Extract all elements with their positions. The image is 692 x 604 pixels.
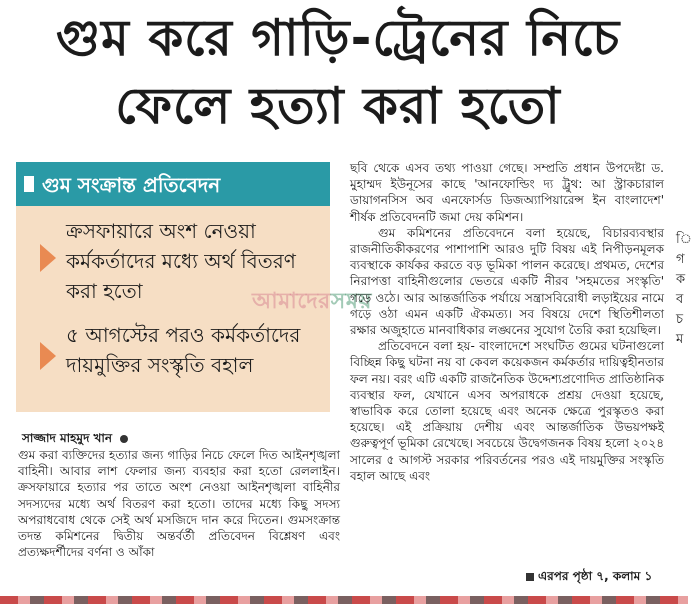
article-paragraph: গুম কমিশনের প্রতিবেদনে বলা হয়েছে, বিচারব্যবস্থার রাজনীতিকীকরণের পাশাপাশি আরও দুটি বিষয় এই নিপীড়নমূলক ব্যবস্থাকে কার্যকর করতে বড় ভূমিকা পালন করেছে। প্রথমত, দেশের নিরাপত্তা বাহিনীগুলোর ভেতরে একটি নীরব 'সহমতের সংস্কৃতি' গড়ে ওঠে। আর আন্তর্জাতিক পর্যায়ে সন্ত্রাসবিরোধী লড়াইয়ের নামে গড়ে ওঠা এমন একটি ঐকমত্য। সব বিষয়ে দেশে স্থিতিশীলতা রক্ষার অজুহাতে মানবাধিকার লঙ্ঘনের সুযোগ তৈরি করা হয়েছিল। (350, 225, 664, 338)
article-left-column (18, 447, 340, 587)
square-bullet-icon (24, 176, 34, 192)
continued-on-page: এরপর পৃষ্ঠা ৭, কলাম ১ (526, 568, 652, 588)
article-paragraph: গুম করা ব্যক্তিদের হত্যার জন্য গাড়ির নিচে ফেলে দিত আইনশৃঙ্খলা বাহিনী। আবার লাশ ফেলার জন্য ব্যবহার করা হতো রেললাইন। ক্রসফায়ারে হত্যার পর তাতে অংশ নেওয়া আইনশৃঙ্খলা বাহিনীর সদস্যদের মধ্যে অর্থ বিতরণ করা হতো। তাদের মধ্যে কিছু সদস্য অপরাধবোধ থেকে সেই অর্থ মসজিদে দান করে দিতেন। গুমসংক্রান্ত তদন্ত কমিশনের দ্বিতীয় অন্তর্বর্তী প্রতিবেদন বিশ্লেষণ এবং প্রত্যক্ষদর্শীদের বর্ণনা ও আঁকা (18, 448, 340, 560)
bottom-image-strip (0, 596, 688, 604)
headline-line-1: গুম করে গাড়ি-ট্রেনের নিচে (55, 9, 621, 67)
article-paragraph: প্রতিবেদনে বলা হয়- বাংলাদেশে সংঘটিত গুমের ঘটনাগুলো বিচ্ছিন্ন কিছু ঘটনা নয় বা কেবল কয়েকজন কর্মকর্তার দায়িত্বহীনতার ফল নয়। বরং এটি একটি রাজনৈতিক উদ্দেশ্যপ্রণোদিত প্রাতিষ্ঠানিক ব্যবস্থার ফল, যেখানে এসব অপরাধকে প্রশ্রয় দেওয়া হয়েছে, স্বাভাবিক করে তোলা হয়েছে এবং অনেক ক্ষেত্রে পুরস্কৃতও করা হয়েছে। এই প্রক্রিয়ায় দেশীয় এবং আন্তর্জাতিক উভয়পক্ষই গুরুত্বপূর্ণ ভূমিকা রেখেছে। সবচেয়ে উদ্বেগজনক বিষয় হলো ২০২৪ সালের ৫ আগস্ট সরকার পরিবর্তনের পরও এই দায়মুক্তির সংস্কৃতি বহাল আছে এবং (350, 339, 664, 483)
article-paragraph: ছবি থেকে এসব তথ্য পাওয়া গেছে। সম্প্রতি প্রধান উপদেষ্টা ড. মুহাম্মদ ইউনূসের কাছে 'আনফোল্ডিং দ্য ট্রুথ: আ স্ট্রাকচারাল ডায়াগনসিস অব এনফোর্সড ডিজঅ্যাপিয়ারেন্স ইন বাংলাদেশ' শীর্ষক প্রতিবেদনটি জমা দেয় কমিশন। (350, 161, 664, 224)
article-right-column (350, 160, 664, 590)
dot-icon (120, 435, 128, 443)
headline-line-2: ফেলে হত্যা করা হতো (115, 77, 561, 135)
highlight-box-title: গুম সংক্রান্ত প্রতিবেদন (42, 173, 221, 197)
square-bullet-icon (526, 573, 534, 581)
watermark-logo: আমাদেরসময় (252, 289, 372, 314)
adjacent-column-fragment: ি গ ক ব চ ম (676, 232, 692, 347)
triangle-arrow-icon (40, 342, 56, 370)
triangle-arrow-icon (40, 244, 56, 272)
highlight-box-header (16, 162, 330, 206)
author-name: সাজ্জাদ মাহমুদ খান (22, 431, 113, 445)
highlight-point: ক্রসফায়ারে অংশ নেওয়া কর্মকর্তাদের মধ্যে অর্থ বিতরণ করা হতো (66, 219, 296, 303)
highlight-point: ৫ আগস্টের পরও কর্মকর্তাদের দায়মুক্তির সংস্কৃতি বহাল (66, 323, 301, 377)
headline (0, 4, 676, 140)
